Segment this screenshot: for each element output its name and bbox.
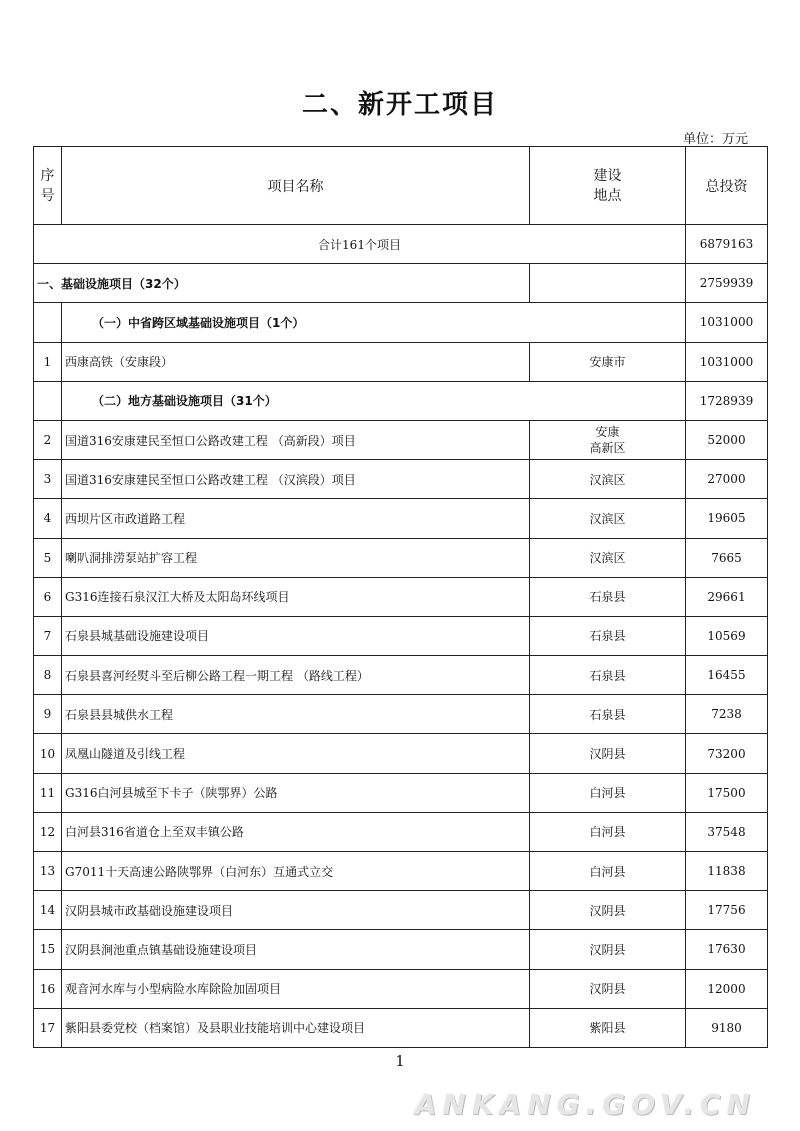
row-location: 白河县 [530,812,686,851]
row-location: 安康 高新区 [530,420,686,459]
row-location: 石泉县 [530,616,686,655]
row-location: 汉滨区 [530,538,686,577]
row-location: 汉滨区 [530,499,686,538]
row-investment: 17630 [686,930,768,969]
subsection-investment: 1728939 [686,381,768,420]
table-row [34,773,768,812]
table-row [34,852,768,891]
row-name: 汉阴县涧池重点镇基础设施建设项目 [62,930,530,969]
row-seq: 15 [34,930,62,969]
subsection-seq [34,303,62,342]
row-investment: 17756 [686,891,768,930]
row-name: 白河县316省道仓上至双丰镇公路 [62,812,530,851]
page-title: 二、新开工项目 [301,90,498,120]
row-location: 白河县 [530,773,686,812]
row-investment: 19605 [686,499,768,538]
row-location: 紫阳县 [530,1008,686,1047]
row-investment: 29661 [686,577,768,616]
row-name: 石泉县县城供水工程 [62,695,530,734]
row-seq: 16 [34,969,62,1008]
header-name: 项目名称 [62,147,530,225]
row-investment: 27000 [686,460,768,499]
table-row [34,891,768,930]
row-investment: 1031000 [686,342,768,381]
project-table [33,146,768,1048]
section-location [530,264,686,303]
subsection-investment: 1031000 [686,303,768,342]
row-name: 石泉县喜河经熨斗至后柳公路工程一期工程 （路线工程） [62,656,530,695]
row-investment: 17500 [686,773,768,812]
row-location: 汉阴县 [530,969,686,1008]
row-seq: 13 [34,852,62,891]
row-seq: 2 [34,420,62,459]
table-row [34,812,768,851]
row-name: G7011十天高速公路陕鄂界（白河东）互通式立交 [62,852,530,891]
table-row [34,342,768,381]
row-seq: 14 [34,891,62,930]
page-number: 1 [395,1052,405,1070]
section-label: 一、基础设施项目（32个） [34,264,530,303]
row-seq: 12 [34,812,62,851]
row-location: 白河县 [530,852,686,891]
total-label: 合计161个项目 [34,225,686,264]
row-name: 观音河水库与小型病险水库除险加固项目 [62,969,530,1008]
table-row [34,930,768,969]
row-location: 石泉县 [530,656,686,695]
row-name: G316白河县城至下卡子（陕鄂界）公路 [62,773,530,812]
watermark: ANKANG.GOV.CN [414,1088,756,1121]
row-location: 石泉县 [530,695,686,734]
table-row [34,577,768,616]
row-name: 凤凰山隧道及引线工程 [62,734,530,773]
total-investment: 6879163 [686,225,768,264]
row-location: 汉阴县 [530,930,686,969]
row-name: 西坝片区市政道路工程 [62,499,530,538]
table-row [34,616,768,655]
row-name: G316连接石泉汉江大桥及太阳岛环线项目 [62,577,530,616]
row-investment: 12000 [686,969,768,1008]
row-investment: 9180 [686,1008,768,1047]
row-name: 喇叭洞排涝泵站扩容工程 [62,538,530,577]
row-location: 安康市 [530,342,686,381]
table-row [34,499,768,538]
row-location: 汉滨区 [530,460,686,499]
table-header-row [34,147,768,225]
row-name: 汉阴县城市政基础设施建设项目 [62,891,530,930]
row-location: 汉阴县 [530,734,686,773]
row-location: 汉阴县 [530,891,686,930]
header-investment: 总投资 [686,147,768,225]
table-row [34,695,768,734]
unit-label: 单位：万元 [682,132,748,147]
row-investment: 73200 [686,734,768,773]
row-investment: 11838 [686,852,768,891]
subsection-seq [34,381,62,420]
row-seq: 9 [34,695,62,734]
row-seq: 3 [34,460,62,499]
row-name: 紫阳县委党校（档案馆）及县职业技能培训中心建设项目 [62,1008,530,1047]
header-location-text: 建设 地点 [593,167,622,204]
section-row [34,264,768,303]
section-investment: 2759939 [686,264,768,303]
row-seq: 8 [34,656,62,695]
row-investment: 16455 [686,656,768,695]
row-name: 国道316安康建民至恒口公路改建工程 （高新段）项目 [62,420,530,459]
table-row [34,1008,768,1047]
row-investment: 52000 [686,420,768,459]
table-row [34,734,768,773]
row-name: 国道316安康建民至恒口公路改建工程 （汉滨段）项目 [62,460,530,499]
row-seq: 11 [34,773,62,812]
header-location [530,147,686,225]
table-row [34,969,768,1008]
total-row [34,225,768,264]
subsection-row [34,303,768,342]
subsection-label: （二）地方基础设施项目（31个） [62,381,686,420]
row-seq: 4 [34,499,62,538]
row-seq: 17 [34,1008,62,1047]
row-seq: 6 [34,577,62,616]
row-investment: 7238 [686,695,768,734]
row-seq: 1 [34,342,62,381]
row-location: 石泉县 [530,577,686,616]
row-seq: 5 [34,538,62,577]
table-row [34,420,768,459]
table-row [34,460,768,499]
table-row [34,538,768,577]
row-investment: 10569 [686,616,768,655]
table-row [34,656,768,695]
subsection-label: （一）中省跨区域基础设施项目（1个） [62,303,686,342]
header-seq-text: 序 号 [40,167,55,204]
row-investment: 37548 [686,812,768,851]
row-seq: 10 [34,734,62,773]
row-seq: 7 [34,616,62,655]
row-investment: 7665 [686,538,768,577]
subsection-row [34,381,768,420]
row-name: 石泉县城基础设施建设项目 [62,616,530,655]
row-name: 西康高铁（安康段） [62,342,530,381]
header-seq [34,147,62,225]
